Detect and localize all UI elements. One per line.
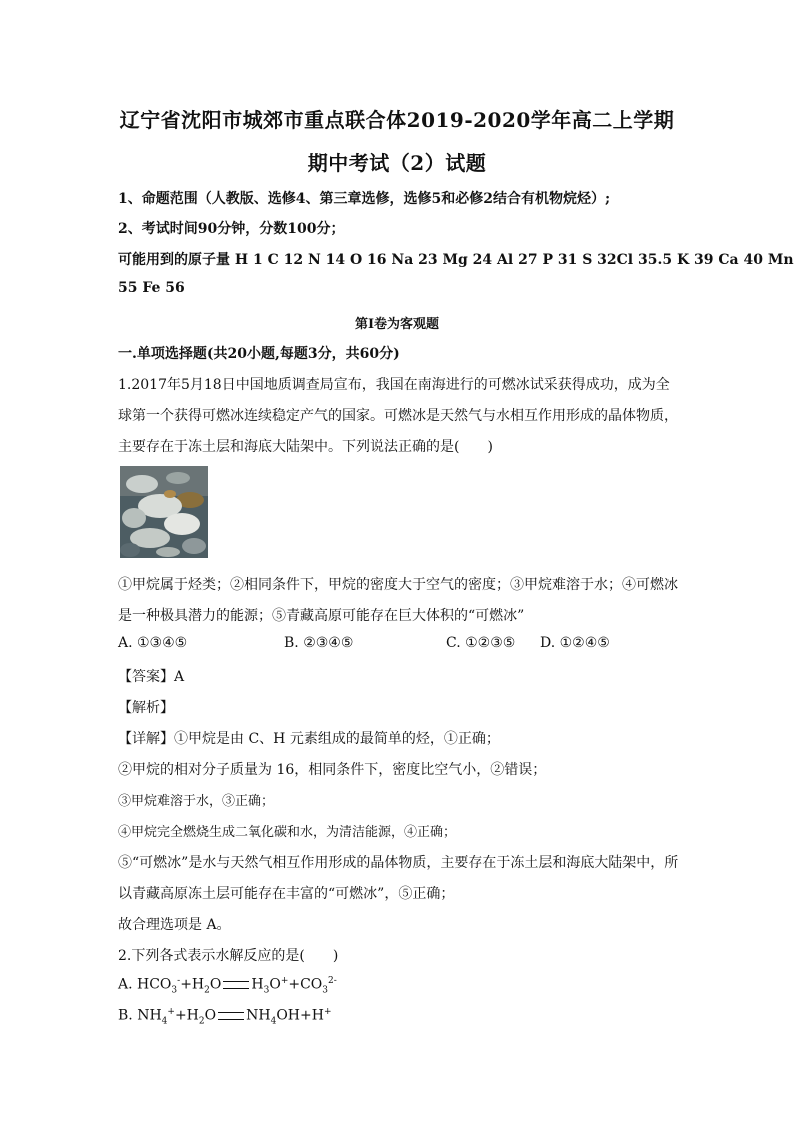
note-atomic-mass-2: 55 Fe 56 [118, 280, 185, 296]
q2-option-b: B. $NH_4^++H_2O$ $NH_4OH+H^+$ [118, 1007, 332, 1027]
q1-stem-line-2: 球第一个获得可燃冰连续稳定产气的国家。可燃冰是天然气与水相互作用形成的晶体物质， [118, 408, 678, 424]
section-heading: 一.单项选择题(共20小题,每题3分，共60分) [118, 346, 400, 362]
q1-option-b: B. ②③④⑤ [284, 635, 354, 651]
q1-detail-2: ②甲烷的相对分子质量为 16，相同条件下，密度比空气小，②错误； [118, 762, 547, 778]
document-title-line-2: 期中考试（2）试题 [307, 151, 487, 175]
q1-statement-line-1: ①甲烷属于烃类；②相同条件下，甲烷的密度大于空气的密度；③甲烷难溶于水；④可燃冰 [118, 577, 678, 593]
equilibrium-arrow-icon [223, 981, 249, 989]
q1-answer: 【答案】A [118, 669, 185, 685]
note-scope: 1、命题范围（人教版、选修4、第三章选修，选修5和必修2结合有机物烷烃）; [118, 191, 611, 207]
q1-stem-line-1: 1.2017年5月18日中国地质调查局宣布，我国在南海进行的可燃冰试采获得成功，成为全 [118, 377, 670, 393]
q1-detail-1: 【详解】①甲烷是由 C、H 元素组成的最简单的烃，①正确； [118, 731, 500, 747]
q1-detail-3: ③甲烷难溶于水，③正确； [118, 794, 275, 809]
q1-analysis-label: 【解析】 [118, 700, 174, 716]
q2-option-a: A. $HCO_3^-+H_2O$ $H_3O^++CO_3^{2-}$ [118, 976, 337, 996]
document-title-line-1: 辽宁省沈阳市城郊市重点联合体2019-2020学年高二上学期 [119, 108, 675, 132]
volume-heading: 第Ⅰ卷为客观题 [354, 317, 440, 332]
equilibrium-arrow-icon [218, 1012, 244, 1020]
q1-stem-line-3: 主要存在于冻土层和海底大陆架中。下列说法正确的是( ) [118, 439, 493, 455]
q1-option-c: C. ①②③⑤ [446, 635, 516, 651]
note-atomic-mass-1: 可能用到的原子量 H 1 C 12 N 14 O 16 Na 23 Mg 24 Al 27 P 31 S 32Cl 35.5 K 39 Ca 40 Mn [118, 252, 794, 268]
q1-option-a: A. ①③④⑤ [118, 635, 188, 651]
q1-statement-line-2: 是一种极具潜力的能源；⑤青藏高原可能存在巨大体积的“可燃冰” [118, 608, 525, 624]
q1-option-d: D. ①②④⑤ [540, 635, 610, 651]
gas-hydrate-photo [120, 466, 208, 558]
q2-stem: 2.下列各式表示水解反应的是( ) [118, 948, 339, 964]
q1-conclusion: 故合理选项是 A。 [118, 917, 231, 933]
q1-detail-6: 以青藏高原冻土层可能存在丰富的“可燃冰”，⑤正确； [118, 886, 455, 902]
q1-detail-5: ⑤“可燃冰”是水与天然气相互作用形成的晶体物质，主要存在于冻土层和海底大陆架中，所 [118, 855, 679, 871]
note-time: 2、考试时间90分钟，分数100分； [118, 221, 345, 237]
q1-detail-4: ④甲烷完全燃烧生成二氧化碳和水，为清洁能源，④正确； [118, 825, 457, 840]
